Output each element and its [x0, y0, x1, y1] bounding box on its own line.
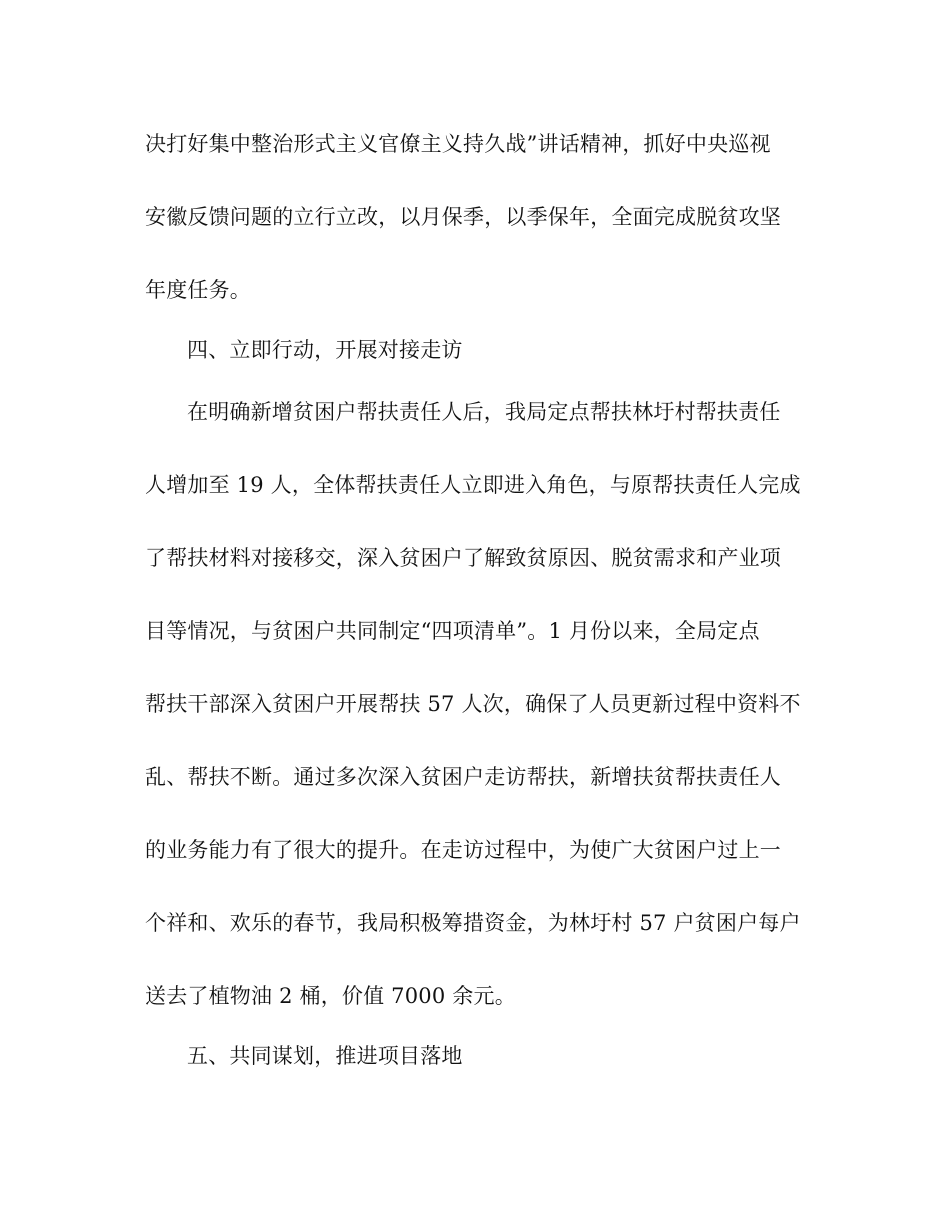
paragraph-line: 送去了植物油 2 桶，价值 7000 余元。: [145, 984, 516, 1008]
paragraph-line: 个祥和、欢乐的春节，我局积极筹措资金，为林圩村 57 户贫困户每户: [145, 911, 801, 935]
paragraph-line: 乱、帮扶不断。通过多次深入贫困户走访帮扶，新增扶贫帮扶责任人: [145, 765, 781, 789]
paragraph-line: 帮扶干部深入贫困户开展帮扶 57 人次，确保了人员更新过程中资料不: [145, 692, 801, 716]
paragraph-line: 年度任务。: [145, 278, 251, 302]
paragraph-line: 人增加至 19 人，全体帮扶责任人立即进入角色，与原帮扶责任人完成: [145, 473, 801, 497]
paragraph-line: 决打好集中整治形式主义官僚主义持久战”讲话精神，抓好中央巡视: [145, 132, 771, 156]
paragraph-line: 目等情况，与贫困户共同制定“四项清单”。1 月份以来，全局定点: [145, 619, 760, 643]
paragraph-line: 安徽反馈问题的立行立改，以月保季，以季保年，全面完成脱贫攻坚: [145, 205, 781, 229]
section-heading: 五、共同谋划，推进项目落地: [187, 1044, 463, 1068]
section-heading: 四、立即行动，开展对接走访: [187, 338, 463, 362]
paragraph-line: 在明确新增贫困户帮扶责任人后，我局定点帮扶林圩村帮扶责任: [187, 400, 781, 424]
paragraph-line: 的业务能力有了很大的提升。在走访过程中，为使广大贫困户过上一: [145, 838, 781, 862]
paragraph-line: 了帮扶材料对接移交，深入贫困户了解致贫原因、脱贫需求和产业项: [145, 546, 781, 570]
